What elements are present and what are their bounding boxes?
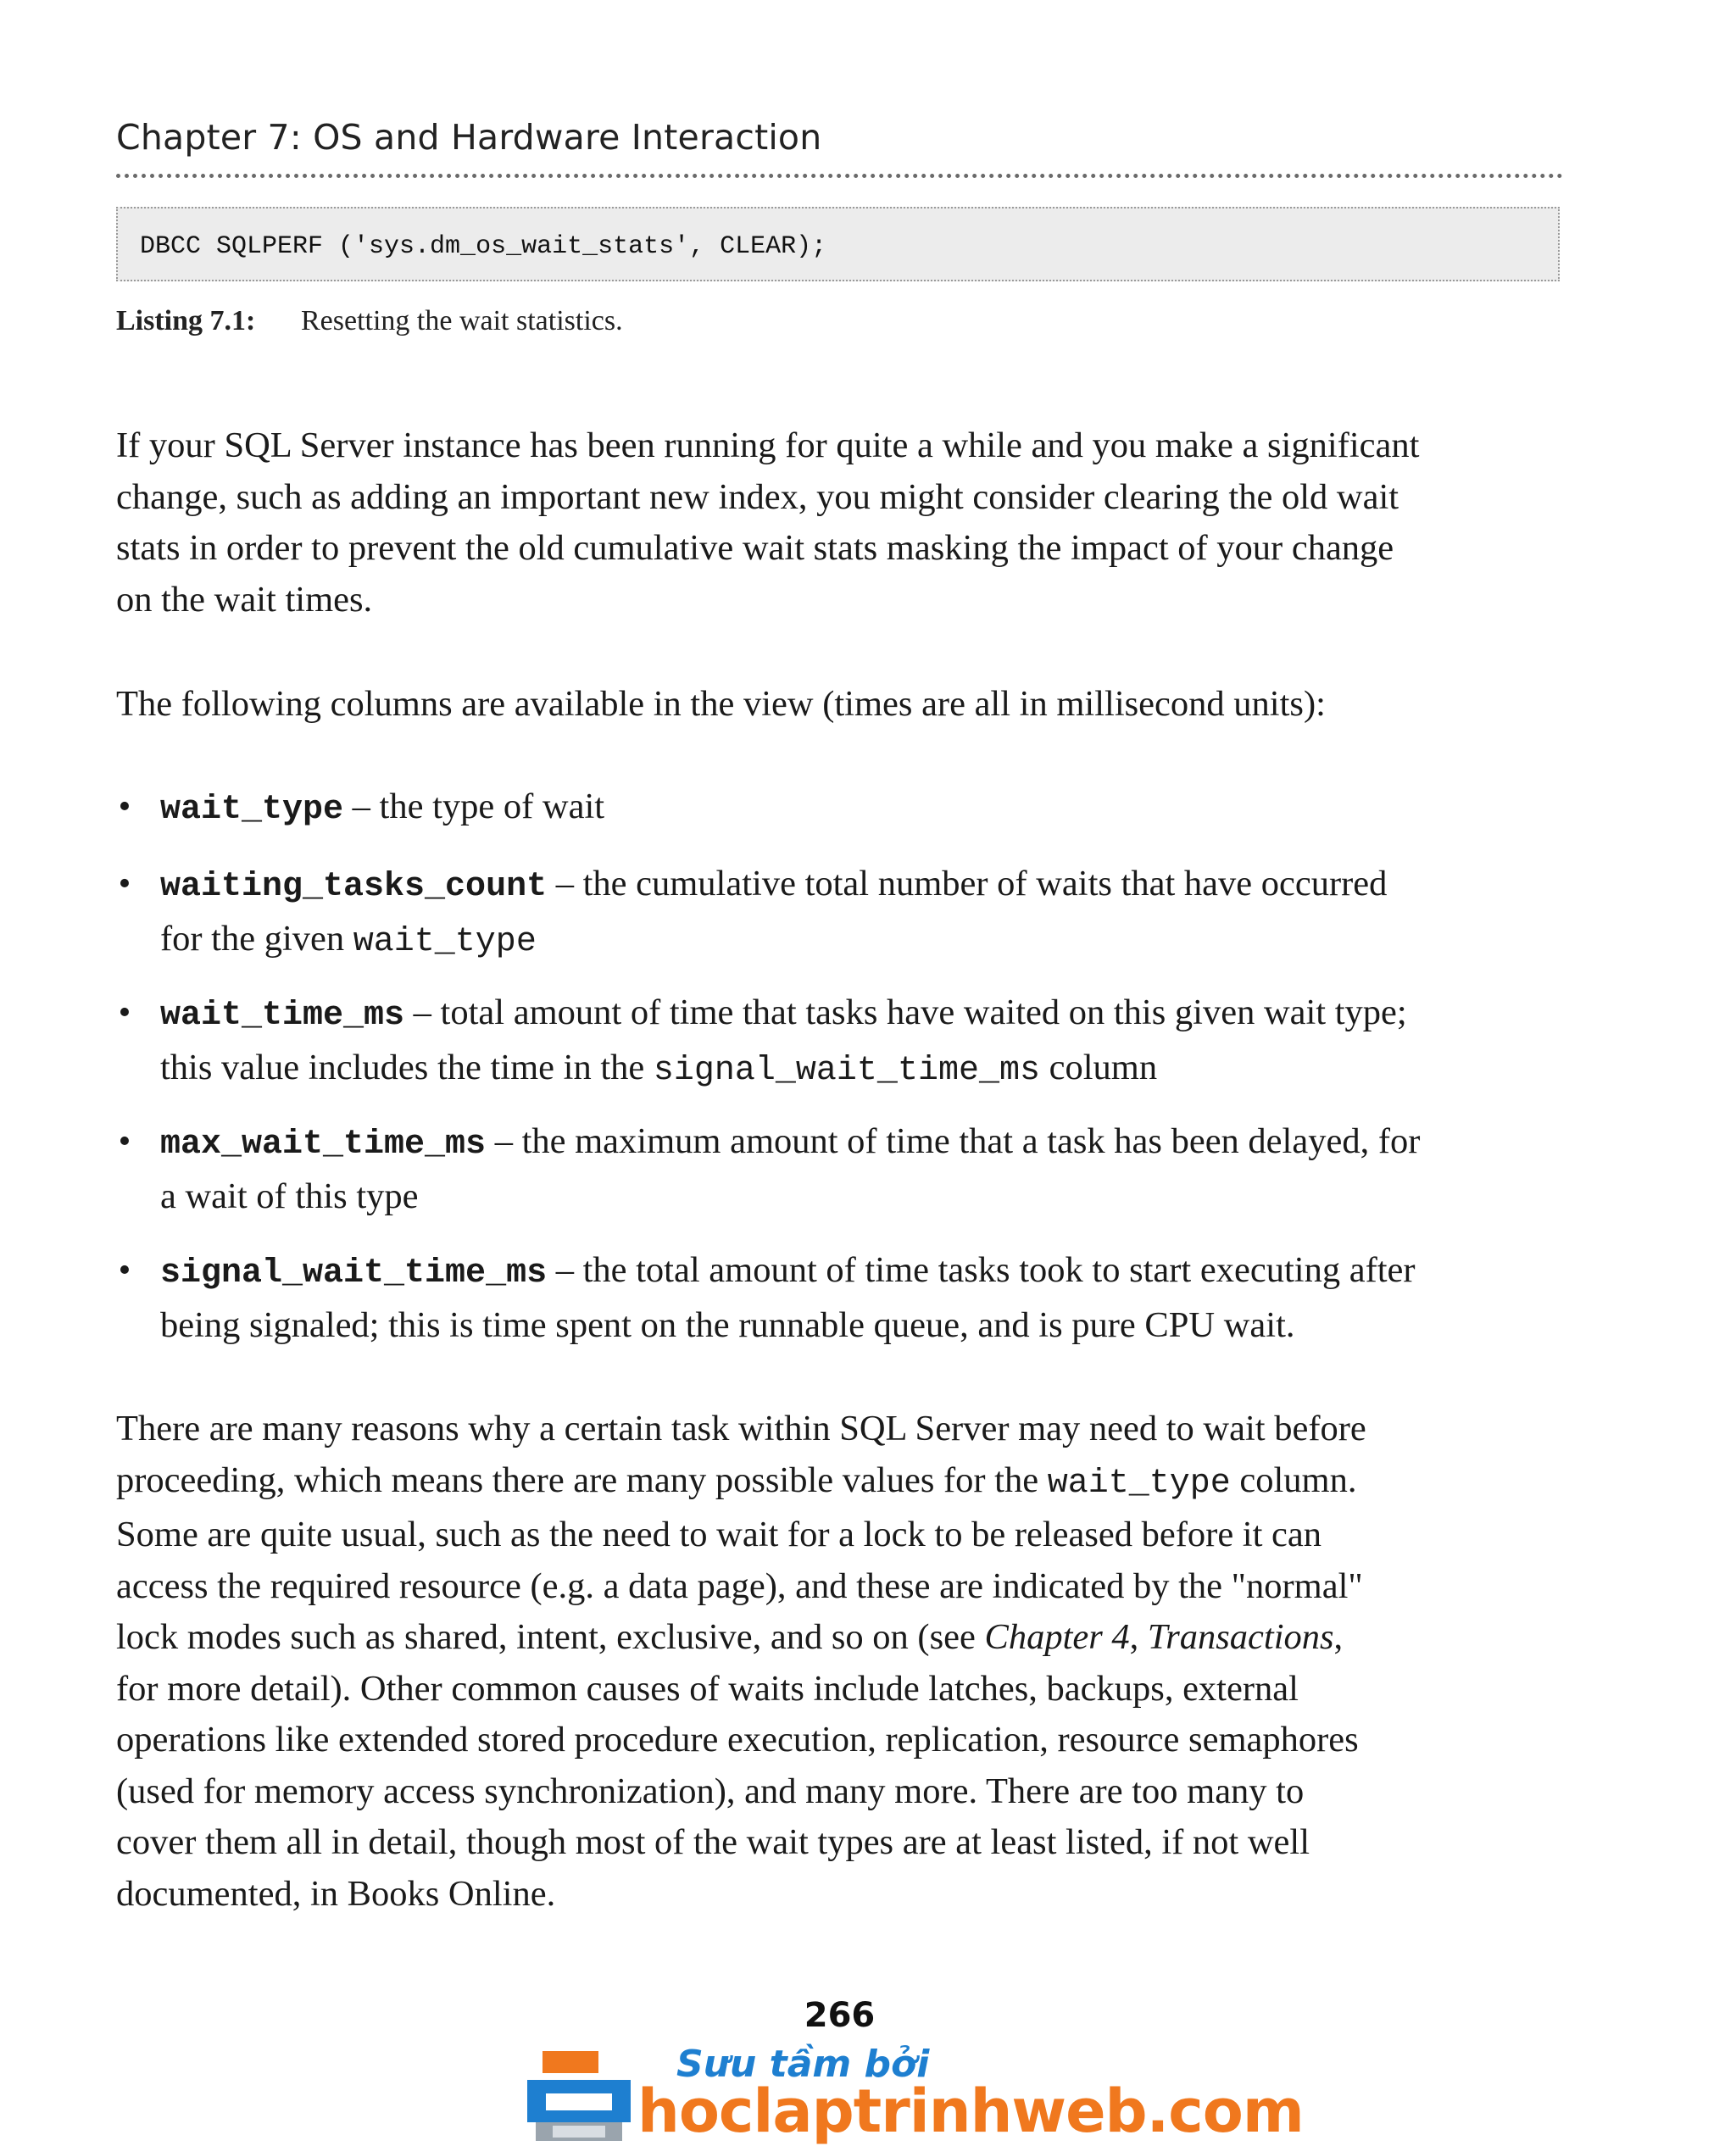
column-term: waiting_tasks_count [160, 868, 548, 906]
bullet-icon: • [118, 865, 131, 903]
watermark [527, 2043, 1304, 2146]
paragraph-line: operations like extended stored procedure execution, replication, resource semaphores [116, 1720, 1359, 1760]
item-text: this value includes the time in the [160, 1047, 654, 1087]
code-line: DBCC SQLPERF ('sys.dm_os_wait_stats', CLEAR); [140, 232, 827, 261]
caption-label: Listing 7.1: [116, 305, 256, 336]
chapter-header: Chapter 7: OS and Hardware Interaction [116, 117, 822, 158]
paragraph-line: documented, in Books Online. [116, 1873, 556, 1914]
watermark-tagline: Sưu tầm bởi [676, 2043, 930, 2086]
bullet-icon: • [118, 993, 131, 1032]
column-term: wait_type [160, 791, 344, 829]
bullet-icon: • [118, 1122, 131, 1161]
paragraph-line: on the wait times. [116, 579, 373, 620]
listing-caption [116, 305, 623, 337]
code-listing [116, 207, 1560, 281]
paragraph-3 [116, 1404, 1563, 1920]
paragraph-line: proceeding, which means there are many possible values for the wait_type column. [116, 1459, 1357, 1503]
item-text: column [1039, 1047, 1158, 1087]
paragraph-line: lock modes such as shared, intent, exclusive, and so on (see Chapter 4, Transactions, [116, 1617, 1344, 1657]
paragraph-line: change, such as adding an important new index, you might consider clearing the old wait [116, 476, 1399, 517]
item-text: – the type of wait [343, 787, 605, 826]
item-text: for the given [160, 918, 353, 959]
paragraph-line: If your SQL Server instance has been running for quite a while and you make a significant [116, 425, 1420, 465]
watermark-logo-icon [527, 2051, 631, 2141]
inline-code: wait_type [353, 922, 537, 961]
item-text: – the cumulative total number of waits that have occurred [547, 864, 1388, 903]
paragraph-line: There are many reasons why a certain task within SQL Server may need to wait before [116, 1409, 1366, 1448]
paragraph-2 [116, 679, 1563, 731]
item-text: being signaled; this is time spent on the runnable queue, and is pure CPU wait. [160, 1304, 1295, 1345]
column-term: signal_wait_time_ms [160, 1254, 548, 1293]
paragraph-line: stats in order to prevent the old cumulative wait stats masking the impact of your change [116, 528, 1394, 568]
paragraph-line: The following columns are available in the view (times are all in millisecond units): [116, 684, 1326, 724]
item-text: – the total amount of time tasks took to start executing after [547, 1250, 1416, 1290]
item-text: – the maximum amount of time that a task has been delayed, for [486, 1121, 1421, 1161]
watermark-site: hoclaptrinhweb.com [637, 2077, 1304, 2146]
bullet-icon: • [118, 787, 131, 826]
paragraph-line: cover them all in detail, though most of the wait types are at least listed, if not well [116, 1822, 1310, 1862]
paragraph-line: (used for memory access synchronization), and many more. There are too many to [116, 1771, 1305, 1811]
column-term: max_wait_time_ms [160, 1126, 487, 1164]
item-text: – total amount of time that tasks have waited on this given wait type; [404, 992, 1407, 1032]
inline-code: signal_wait_time_ms [653, 1051, 1040, 1090]
column-term: wait_time_ms [160, 997, 405, 1035]
paragraph-line: for more detail). Other common causes of waits include latches, backups, external [116, 1668, 1299, 1709]
page-number: 266 [804, 1996, 876, 2035]
header-divider [116, 174, 1563, 178]
paragraph-line: Some are quite usual, such as the need to wait for a lock to be released before it can [116, 1515, 1322, 1554]
chapter-reference: Transactions [1147, 1617, 1334, 1657]
item-text: a wait of this type [160, 1176, 419, 1216]
inline-code: wait_type [1047, 1464, 1231, 1503]
paragraph-line: access the required resource (e.g. a data page), and these are indicated by the "normal" [116, 1565, 1363, 1606]
chapter-reference: Chapter 4 [984, 1617, 1130, 1657]
caption-text: Resetting the wait statistics. [301, 305, 623, 336]
bullet-icon: • [118, 1251, 131, 1290]
paragraph-1 [116, 420, 1563, 625]
